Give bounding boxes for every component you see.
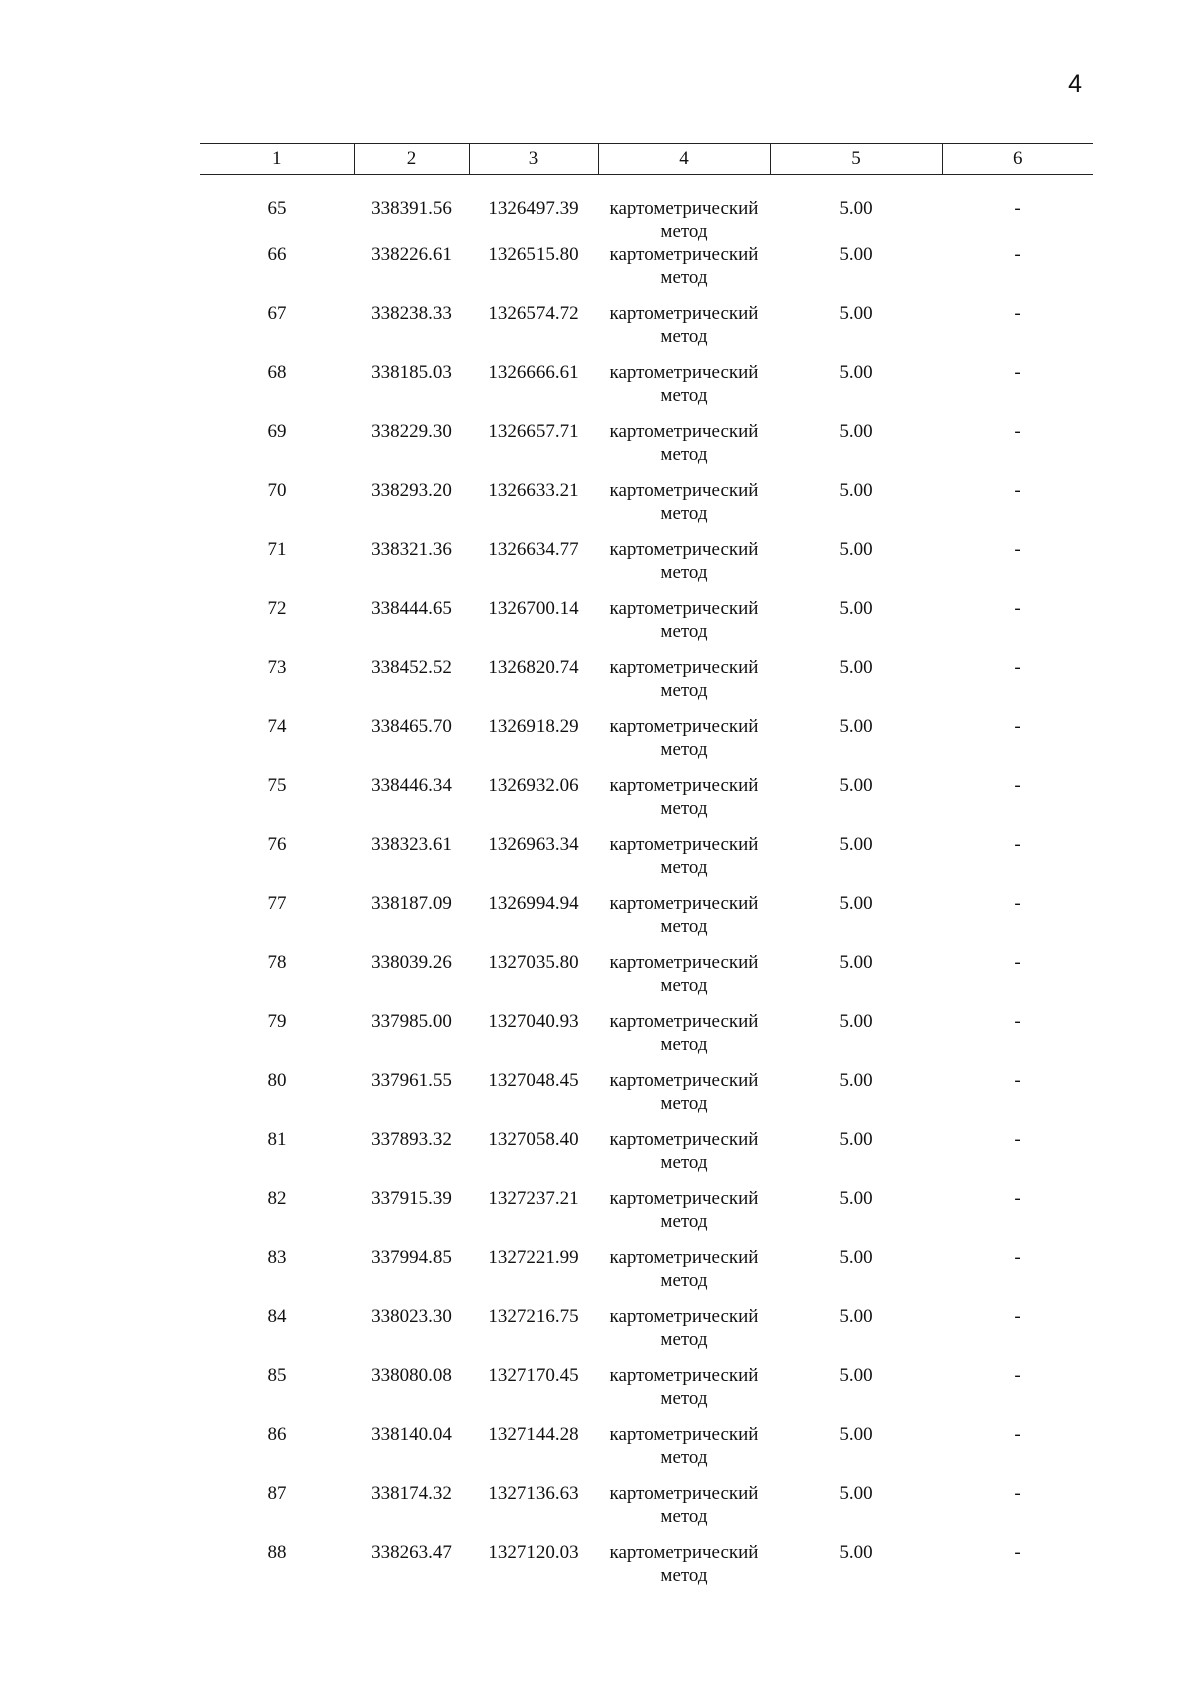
point-number-cell: 73: [267, 657, 287, 678]
accuracy-cell: 5.00: [839, 1011, 873, 1032]
method-cell: [598, 951, 770, 1010]
note-cell: -: [1014, 1011, 1021, 1032]
method-cell: [598, 597, 770, 656]
note-cell: -: [1014, 1365, 1021, 1386]
coordinates-table: [200, 143, 1093, 1600]
x-coordinate-cell: 338323.61: [371, 834, 452, 855]
point-number-cell: 74: [267, 716, 287, 737]
point-number-cell: 68: [267, 362, 287, 383]
y-coordinate-cell: 1326918.29: [488, 716, 579, 737]
y-coordinate-cell: 1326994.94: [488, 893, 579, 914]
note-cell: -: [1014, 480, 1021, 501]
method-line-1: картометрический: [609, 421, 759, 442]
table-row: [200, 1423, 1093, 1482]
method-cell: [598, 1010, 770, 1069]
method-line-2: метод: [660, 1565, 708, 1586]
method-cell: [598, 1187, 770, 1246]
table-row: [200, 1364, 1093, 1423]
method-cell: [598, 420, 770, 479]
note-cell: -: [1014, 539, 1021, 560]
table-row: [200, 361, 1093, 420]
method-cell: [598, 1482, 770, 1541]
note-cell: -: [1014, 198, 1021, 219]
x-coordinate-cell: 338187.09: [371, 893, 452, 914]
method-line-1: картометрический: [609, 1247, 759, 1268]
method-cell: [598, 656, 770, 715]
method-line-1: картометрический: [609, 1129, 759, 1150]
x-coordinate-cell: 338226.61: [371, 244, 452, 265]
y-coordinate-cell: 1327040.93: [488, 1011, 579, 1032]
x-coordinate-cell: 338229.30: [371, 421, 452, 442]
table-row: [200, 656, 1093, 715]
method-line-2: метод: [660, 1034, 708, 1055]
accuracy-cell: 5.00: [839, 952, 873, 973]
table-row: [200, 420, 1093, 479]
table-row: [200, 1069, 1093, 1128]
y-coordinate-cell: 1326820.74: [488, 657, 579, 678]
page-number: 4: [1068, 70, 1082, 98]
method-line-2: метод: [660, 562, 708, 583]
y-coordinate-cell: 1327136.63: [488, 1483, 579, 1504]
point-number-cell: 67: [267, 303, 287, 324]
method-cell: [598, 479, 770, 538]
point-number-cell: 78: [267, 952, 287, 973]
table-row: [200, 538, 1093, 597]
accuracy-cell: 5.00: [839, 1070, 873, 1091]
column-header-4: 4: [598, 144, 770, 175]
note-cell: -: [1014, 1542, 1021, 1563]
method-line-2: метод: [660, 1388, 708, 1409]
y-coordinate-cell: 1327035.80: [488, 952, 579, 973]
note-cell: -: [1014, 1070, 1021, 1091]
method-cell: [598, 175, 770, 244]
accuracy-cell: 5.00: [839, 480, 873, 501]
x-coordinate-cell: 338444.65: [371, 598, 452, 619]
method-cell: [598, 774, 770, 833]
point-number-cell: 81: [267, 1129, 287, 1150]
note-cell: -: [1014, 952, 1021, 973]
accuracy-cell: 5.00: [839, 303, 873, 324]
x-coordinate-cell: 338039.26: [371, 952, 452, 973]
accuracy-cell: 5.00: [839, 1365, 873, 1386]
method-line-2: метод: [660, 444, 708, 465]
y-coordinate-cell: 1326634.77: [488, 539, 579, 560]
method-cell: [598, 715, 770, 774]
accuracy-cell: 5.00: [839, 1247, 873, 1268]
note-cell: -: [1014, 1247, 1021, 1268]
accuracy-cell: 5.00: [839, 198, 873, 219]
accuracy-cell: 5.00: [839, 1424, 873, 1445]
y-coordinate-cell: 1326515.80: [488, 244, 579, 265]
method-cell: [598, 1128, 770, 1187]
method-line-2: метод: [660, 1211, 708, 1232]
method-line-1: картометрический: [609, 1483, 759, 1504]
point-number-cell: 75: [267, 775, 287, 796]
table-row: [200, 597, 1093, 656]
accuracy-cell: 5.00: [839, 775, 873, 796]
x-coordinate-cell: 338263.47: [371, 1542, 452, 1563]
point-number-cell: 69: [267, 421, 287, 442]
table-row: [200, 1482, 1093, 1541]
table-row: [200, 1246, 1093, 1305]
x-coordinate-cell: 337893.32: [371, 1129, 452, 1150]
note-cell: -: [1014, 1483, 1021, 1504]
method-line-2: метод: [660, 385, 708, 406]
y-coordinate-cell: 1327144.28: [488, 1424, 579, 1445]
x-coordinate-cell: 338140.04: [371, 1424, 452, 1445]
method-line-1: картометрический: [609, 1424, 759, 1445]
table-row: [200, 175, 1093, 244]
table-row: [200, 774, 1093, 833]
method-cell: [598, 302, 770, 361]
column-header-3: 3: [469, 144, 598, 175]
y-coordinate-cell: 1327048.45: [488, 1070, 579, 1091]
method-cell: [598, 538, 770, 597]
note-cell: -: [1014, 893, 1021, 914]
method-line-2: метод: [660, 1329, 708, 1350]
y-coordinate-cell: 1326574.72: [488, 303, 579, 324]
point-number-cell: 76: [267, 834, 287, 855]
method-line-2: метод: [660, 1506, 708, 1527]
y-coordinate-cell: 1327170.45: [488, 1365, 579, 1386]
x-coordinate-cell: 337915.39: [371, 1188, 452, 1209]
accuracy-cell: 5.00: [839, 1542, 873, 1563]
method-cell: [598, 1246, 770, 1305]
method-line-2: метод: [660, 221, 708, 242]
method-line-1: картометрический: [609, 1306, 759, 1327]
header-row: [200, 144, 1093, 175]
table-row: [200, 1541, 1093, 1600]
method-line-1: картометрический: [609, 598, 759, 619]
x-coordinate-cell: 338465.70: [371, 716, 452, 737]
method-line-2: метод: [660, 326, 708, 347]
method-line-1: картометрический: [609, 1070, 759, 1091]
note-cell: -: [1014, 362, 1021, 383]
y-coordinate-cell: 1326700.14: [488, 598, 579, 619]
method-cell: [598, 361, 770, 420]
table-row: [200, 1187, 1093, 1246]
method-cell: [598, 833, 770, 892]
method-line-1: картометрический: [609, 480, 759, 501]
table-row: [200, 302, 1093, 361]
column-header-6: 6: [942, 144, 1093, 175]
method-line-2: метод: [660, 621, 708, 642]
accuracy-cell: 5.00: [839, 893, 873, 914]
method-line-1: картометрический: [609, 657, 759, 678]
accuracy-cell: 5.00: [839, 244, 873, 265]
note-cell: -: [1014, 303, 1021, 324]
point-number-cell: 71: [267, 539, 287, 560]
accuracy-cell: 5.00: [839, 421, 873, 442]
y-coordinate-cell: 1327216.75: [488, 1306, 579, 1327]
x-coordinate-cell: 338238.33: [371, 303, 452, 324]
note-cell: -: [1014, 775, 1021, 796]
x-coordinate-cell: 338321.36: [371, 539, 452, 560]
x-coordinate-cell: 337985.00: [371, 1011, 452, 1032]
method-line-1: картометрический: [609, 1011, 759, 1032]
point-number-cell: 79: [267, 1011, 287, 1032]
method-cell: [598, 243, 770, 302]
accuracy-cell: 5.00: [839, 362, 873, 383]
note-cell: -: [1014, 1129, 1021, 1150]
accuracy-cell: 5.00: [839, 1483, 873, 1504]
method-line-2: метод: [660, 739, 708, 760]
method-line-1: картометрический: [609, 244, 759, 265]
method-line-2: метод: [660, 1447, 708, 1468]
point-number-cell: 88: [267, 1542, 287, 1563]
x-coordinate-cell: 338452.52: [371, 657, 452, 678]
column-header-2: 2: [354, 144, 469, 175]
y-coordinate-cell: 1327221.99: [488, 1247, 579, 1268]
x-coordinate-cell: 338174.32: [371, 1483, 452, 1504]
point-number-cell: 77: [267, 893, 287, 914]
x-coordinate-cell: 337961.55: [371, 1070, 452, 1091]
accuracy-cell: 5.00: [839, 1188, 873, 1209]
note-cell: -: [1014, 1424, 1021, 1445]
note-cell: -: [1014, 244, 1021, 265]
y-coordinate-cell: 1326497.39: [488, 198, 579, 219]
method-line-2: метод: [660, 680, 708, 701]
point-number-cell: 82: [267, 1188, 287, 1209]
method-cell: [598, 1069, 770, 1128]
accuracy-cell: 5.00: [839, 598, 873, 619]
method-line-1: картометрический: [609, 716, 759, 737]
x-coordinate-cell: 338023.30: [371, 1306, 452, 1327]
method-line-1: картометрический: [609, 1188, 759, 1209]
method-line-1: картометрический: [609, 198, 759, 219]
note-cell: -: [1014, 834, 1021, 855]
method-line-2: метод: [660, 975, 708, 996]
method-cell: [598, 1305, 770, 1364]
y-coordinate-cell: 1327058.40: [488, 1129, 579, 1150]
accuracy-cell: 5.00: [839, 1306, 873, 1327]
accuracy-cell: 5.00: [839, 539, 873, 560]
note-cell: -: [1014, 1306, 1021, 1327]
method-line-1: картометрический: [609, 303, 759, 324]
accuracy-cell: 5.00: [839, 657, 873, 678]
point-number-cell: 86: [267, 1424, 287, 1445]
point-number-cell: 85: [267, 1365, 287, 1386]
table-row: [200, 715, 1093, 774]
method-line-2: метод: [660, 916, 708, 937]
note-cell: -: [1014, 598, 1021, 619]
table-row: [200, 1010, 1093, 1069]
y-coordinate-cell: 1327237.21: [488, 1188, 579, 1209]
method-cell: [598, 1364, 770, 1423]
method-line-2: метод: [660, 798, 708, 819]
note-cell: -: [1014, 1188, 1021, 1209]
y-coordinate-cell: 1326633.21: [488, 480, 579, 501]
y-coordinate-cell: 1326657.71: [488, 421, 579, 442]
table-row: [200, 479, 1093, 538]
column-header-5: 5: [770, 144, 942, 175]
method-line-2: метод: [660, 1152, 708, 1173]
method-line-2: метод: [660, 267, 708, 288]
table-row: [200, 951, 1093, 1010]
table-row: [200, 243, 1093, 302]
table-body: [200, 175, 1093, 1601]
y-coordinate-cell: 1326932.06: [488, 775, 579, 796]
method-line-1: картометрический: [609, 952, 759, 973]
method-line-1: картометрический: [609, 1542, 759, 1563]
table-row: [200, 892, 1093, 951]
x-coordinate-cell: 338391.56: [371, 198, 452, 219]
method-line-2: метод: [660, 1093, 708, 1114]
point-number-cell: 70: [267, 480, 287, 501]
x-coordinate-cell: 338446.34: [371, 775, 452, 796]
note-cell: -: [1014, 421, 1021, 442]
y-coordinate-cell: 1326666.61: [488, 362, 579, 383]
table-row: [200, 1128, 1093, 1187]
method-line-1: картометрический: [609, 362, 759, 383]
table-header: [200, 144, 1093, 175]
x-coordinate-cell: 337994.85: [371, 1247, 452, 1268]
column-header-1: 1: [200, 144, 354, 175]
note-cell: -: [1014, 716, 1021, 737]
method-line-2: метод: [660, 1270, 708, 1291]
x-coordinate-cell: 338185.03: [371, 362, 452, 383]
y-coordinate-cell: 1326963.34: [488, 834, 579, 855]
x-coordinate-cell: 338293.20: [371, 480, 452, 501]
method-cell: [598, 1541, 770, 1600]
point-number-cell: 83: [267, 1247, 287, 1268]
method-line-1: картометрический: [609, 834, 759, 855]
point-number-cell: 65: [267, 198, 287, 219]
method-line-1: картометрический: [609, 775, 759, 796]
method-cell: [598, 892, 770, 951]
x-coordinate-cell: 338080.08: [371, 1365, 452, 1386]
point-number-cell: 80: [267, 1070, 287, 1091]
table-row: [200, 1305, 1093, 1364]
accuracy-cell: 5.00: [839, 1129, 873, 1150]
method-line-2: метод: [660, 503, 708, 524]
point-number-cell: 84: [267, 1306, 287, 1327]
method-line-1: картометрический: [609, 1365, 759, 1386]
point-number-cell: 66: [267, 244, 287, 265]
accuracy-cell: 5.00: [839, 834, 873, 855]
point-number-cell: 72: [267, 598, 287, 619]
table-row: [200, 833, 1093, 892]
method-line-2: метод: [660, 857, 708, 878]
method-line-1: картометрический: [609, 539, 759, 560]
accuracy-cell: 5.00: [839, 716, 873, 737]
note-cell: -: [1014, 657, 1021, 678]
method-cell: [598, 1423, 770, 1482]
point-number-cell: 87: [267, 1483, 287, 1504]
y-coordinate-cell: 1327120.03: [488, 1542, 579, 1563]
method-line-1: картометрический: [609, 893, 759, 914]
